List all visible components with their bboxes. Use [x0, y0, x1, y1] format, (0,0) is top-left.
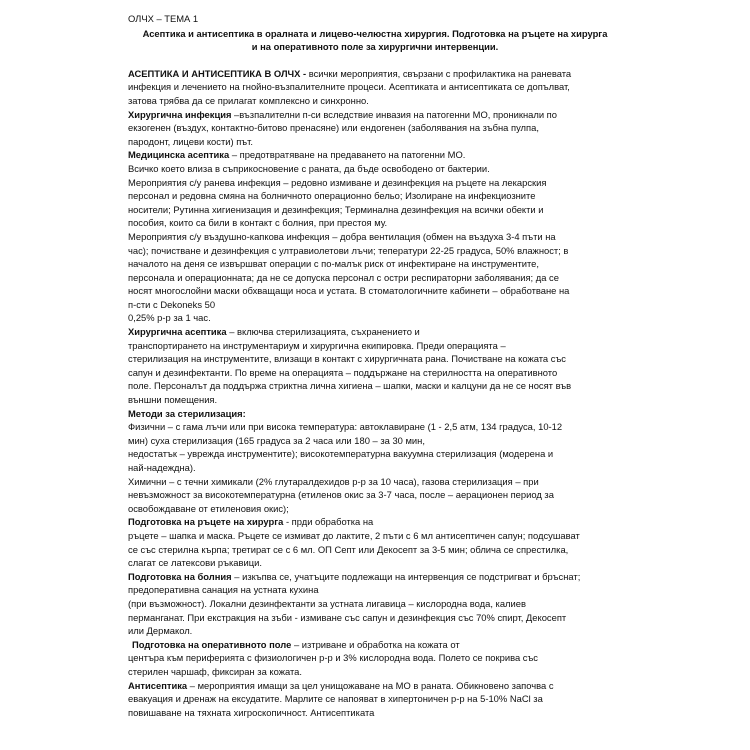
paragraph-text: – предотвратяване на предаването на патогенни МО.	[229, 149, 466, 161]
section-antisepsis	[128, 679, 622, 720]
section-heading: Подготовка на оперативното поле	[132, 638, 292, 650]
paragraph-line: Физични – с гама лъчи или при висока температура: автоклавиране (1 - 2,5 атм, 134 градуса, 10-12	[128, 421, 563, 433]
spacer	[128, 54, 622, 67]
section-heading: АСЕПТИКА И АНТИСЕПТИКА В ОЛЧХ -	[128, 67, 307, 79]
paragraph-line: ръцете – шапка и маска. Ръцете се измиват до лактите, 2 пъти с 6 мл антисептичен сапун; подсушават	[128, 529, 580, 541]
paragraph-line: поле. Персоналът да поддържа стриктна лична хигиена – шапки, маски и калцуни да не се носят във	[128, 380, 572, 392]
section-heading: Подготовка на ръцете на хирурга	[128, 516, 284, 528]
paragraph-line: персонал и редовна смяна на болничното операционно бельо; Изолиране на инфекциозните	[128, 190, 536, 202]
paragraph-line: предоперативна санация на устната кухина	[128, 584, 319, 596]
paragraph-line: външни помещения.	[128, 394, 218, 406]
section-patient-preparation	[128, 570, 622, 638]
paragraph-line: стерилизация на инструментите, влизащи в контакт с хирургичната рана. Почистване на кожата със	[128, 353, 566, 365]
paragraph-line: сапун и дезинфектанти. По време на операцията – поддържане на стерилността на оперативното	[128, 366, 558, 378]
section-asepsis-antisepsis	[128, 67, 622, 108]
section-heading: Антисептика	[128, 679, 188, 691]
paragraph-text: –възпалителни п-си вследствие инвазия на патогенни МО, проникнали по	[231, 108, 557, 120]
document-title: ОЛЧХ – ТЕМА 1	[128, 13, 199, 24]
paragraph-line: повишаване на тяхната хигроскопичност. Антисептиката	[128, 706, 375, 718]
paragraph-line: инфекция и лечението на гнойно-възпалителните процеси. Асептиката и антисептиката се допълват,	[128, 81, 570, 93]
section-heading: Подготовка на болния	[128, 570, 232, 582]
paragraph-line: перманганат. При екстракция на зъби - измиване със сапун и дезинфекция със 70% спирт, Декосепт	[128, 611, 567, 623]
paragraph-line: п-сти с Dekoneks 50	[128, 298, 216, 310]
paragraph-line: носители; Рутинна хигиенизация и дезинфекция; Терминална дезинфекция на всички обекти и	[128, 203, 544, 215]
paragraph-line: персонала и операционната; да не се допуска персонал с остри респираторни заболявания; да се	[128, 271, 559, 283]
section-heading: Методи за стерилизация:	[128, 407, 246, 419]
paragraph-line: най-надеждна).	[128, 462, 196, 473]
paragraph-text: – изтриване и обработка на кожата от	[291, 638, 460, 650]
section-heading: Хирургична асептика	[128, 326, 227, 338]
paragraph-line: транспортирането на инструментариум и хирургична екипировка. Преди операцията –	[128, 339, 506, 351]
paragraph-line: Всичко което влиза в съприкосновение с раната, да бъде освободено от бактерии.	[128, 162, 490, 174]
section-surgeon-hands	[128, 515, 622, 569]
document-subtitle-line-1: Асептика и антисептика в оралната и лицево-челюстна хирургия. Подготовка на ръцете на хирурга	[142, 27, 608, 39]
paragraph-line: се със стерилна кърпа; третират се с 6 мл. ОП Септ или Декосепт за 3-5 мин; облича се спрестилка,	[128, 543, 569, 555]
paragraph-line: центъра към периферията с физиологичен р-р и 3% кислородна вода. Полето се покрива със	[128, 652, 538, 664]
paragraph-text: всички мероприятия, свързани с профилактика на раневата	[306, 67, 572, 79]
paragraph-text: – включва стерилизацията, съхранението и	[226, 326, 420, 338]
paragraph-line: началото на деня се извършват операции с по-малък риск от инфектиране на инструментите,	[128, 258, 539, 270]
paragraph-line: слагат се латексови ръкавици.	[128, 557, 262, 569]
paragraph-line: 0,25% р-р за 1 час.	[128, 312, 211, 324]
paragraph-text: – мероприятия имащи за цел унищожаване на МО в раната. Обикновено започва с	[187, 679, 554, 691]
section-heading: Хирургична инфекция	[128, 108, 232, 120]
paragraph-line: евакуация и дренаж на ексудатите. Марлите се напояват в хипертоничен р-р на 5-10% NaCl за	[128, 693, 543, 705]
paragraph-text: – изкъпва се, учатъците подлежащи на интервенция се подстригват и бръснат;	[231, 570, 581, 582]
section-sterilization-methods	[128, 407, 622, 516]
paragraph-line: стерилен чаршаф, фиксиран за кожата.	[128, 665, 302, 677]
paragraph-line: екзогенен (въздух, контактно-битово пренасяне) или ендогенен (заболявания на зъбна пулпа,	[128, 122, 539, 134]
paragraph-line: носят многослойни маски обхващащи носа и устата. В стоматологичните кабинети – обработване на	[128, 285, 570, 297]
section-heading: Медицинска асептика	[128, 149, 230, 161]
paragraph-text: - прди обработка на	[283, 516, 374, 528]
document-subtitle-line-2: и на оперативното поле за хирургични интервенции.	[251, 41, 499, 53]
paragraph-line: или Дермакол.	[128, 625, 193, 637]
paragraph-line: освобождаване от етиленовия окис);	[128, 502, 289, 514]
paragraph-line: Химични – с течни химикали (2% глутаралдехидов р-р за 10 часа), газова стерилизация – при	[128, 475, 539, 487]
paragraph-line: пародонт, лицеви кости) път.	[128, 135, 254, 147]
paragraph-line: Мероприятия с/у въздушно-капкова инфекция – добра вентилация (обмен на въздуха 3-4 пъти на	[128, 230, 556, 242]
section-surgical-infection	[128, 108, 622, 149]
paragraph-line: пособия, които са били в контакт с болния, при престоя му.	[128, 217, 388, 229]
paragraph-line: мин) суха стерилизация (165 градуса за 2 часа или 180 – за 30 мин,	[128, 434, 425, 446]
paragraph-line: затова трябва да се прилагат комплексно и синхронно.	[128, 94, 369, 106]
paragraph-line: недостатък – уврежда инструментите); високотемпературна вакуумна стерилизация (модерена и	[128, 448, 554, 460]
paragraph-line: Мероприятия с/у раневa инфекция – редовно измиване и дезинфекция на ръцете на лекарския	[128, 176, 547, 188]
section-medical-asepsis	[128, 148, 622, 325]
paragraph-line: (при възможност). Локални дезинфектанти за устната лигавица – кислородна вода, калиев	[128, 597, 526, 609]
section-surgical-asepsis	[128, 325, 622, 407]
section-operative-field	[128, 638, 622, 679]
paragraph-line: час); почистване и дезинфекция с ултравиолетови лъчи; теператури 22-25 градуса, 50% влажност; в	[128, 244, 569, 256]
paragraph-line: невъзможност за високотемпературна (етиленов окис за 3-7 часа, после – аерационен период за	[128, 489, 554, 501]
